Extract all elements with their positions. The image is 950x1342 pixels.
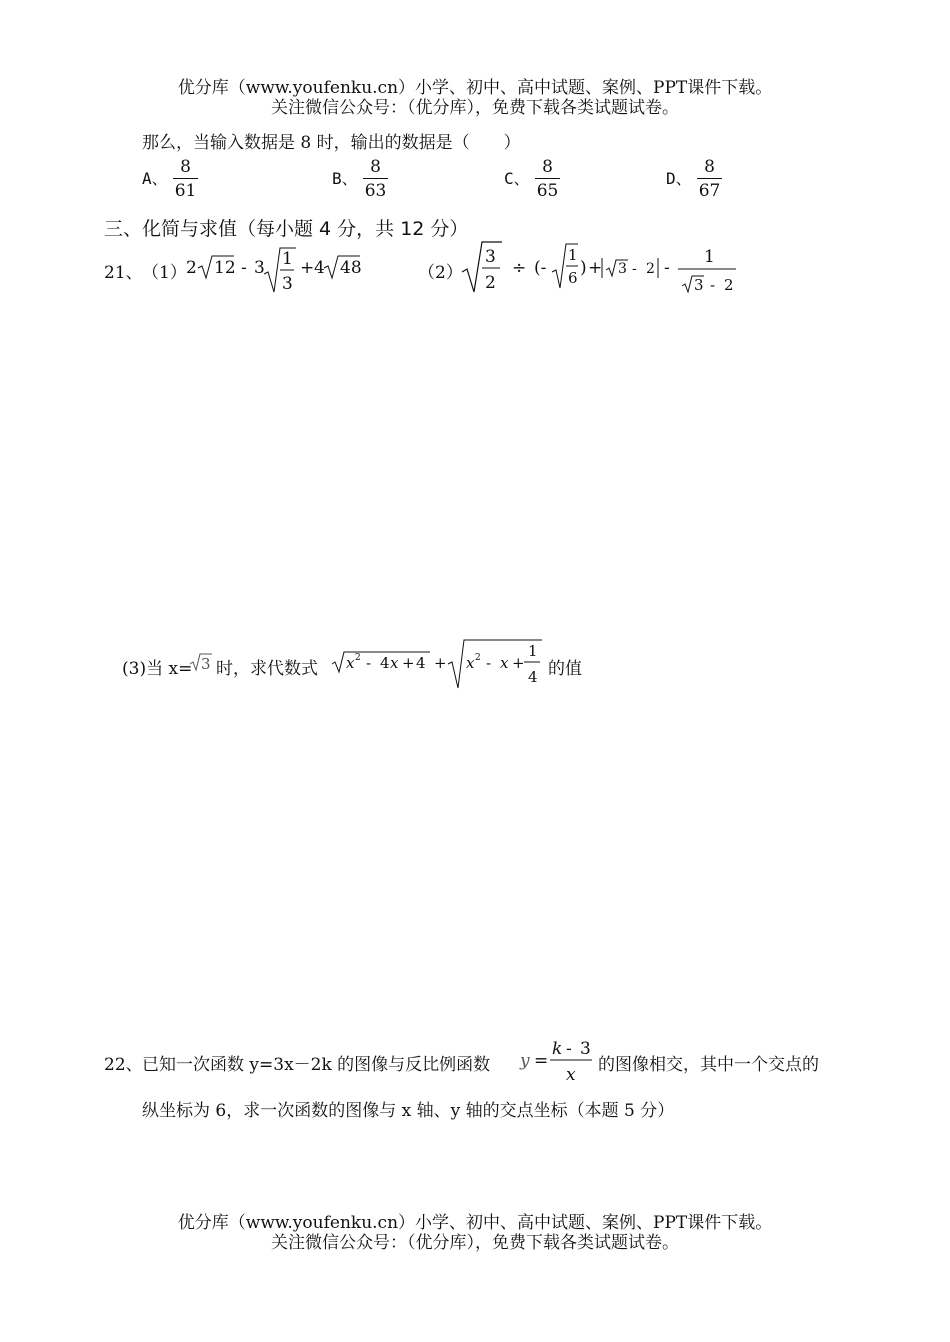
svg-text:3: 3	[201, 655, 211, 673]
svg-text:1: 1	[704, 247, 715, 267]
option-c	[504, 156, 560, 203]
formula-22	[518, 1036, 596, 1088]
svg-text:3: 3	[485, 247, 496, 267]
svg-text:+: +	[512, 654, 525, 672]
svg-text:2: 2	[355, 653, 361, 663]
option-b-denominator: 63	[363, 178, 389, 203]
svg-text:12: 12	[214, 258, 236, 278]
svg-text:2: 2	[475, 653, 481, 663]
svg-text:x: x	[390, 654, 399, 672]
svg-text:1: 1	[528, 642, 538, 660]
option-a-numerator: 8	[180, 157, 191, 177]
footer-line-2: 关注微信公众号：（优分库），免费下载各类试题试卷。	[271, 1233, 679, 1253]
formula-21-2	[460, 238, 750, 300]
option-b	[332, 156, 388, 203]
svg-text:): )	[580, 258, 587, 278]
option-d	[666, 156, 722, 203]
svg-text:-: -	[486, 654, 492, 672]
question-22-line1-a: 已知一次函数 y=3x－2k 的图像与反比例函数	[142, 1055, 491, 1075]
option-d-label: D、	[666, 169, 692, 188]
svg-text:2: 2	[485, 273, 496, 293]
formula-21-1	[186, 244, 366, 296]
svg-text:-: -	[566, 1039, 572, 1059]
question-21-part1-label: （1）	[142, 263, 187, 283]
svg-text:+: +	[402, 654, 415, 672]
formula-21-3	[330, 636, 546, 692]
question-21-part3-suffix: 的值	[548, 659, 582, 679]
question-21-part3-prefix: (3)当 x=	[122, 659, 193, 679]
svg-text:3: 3	[694, 276, 704, 294]
section-3-title: 三、化简与求值（每小题 4 分，共 12 分）	[104, 218, 469, 240]
svg-text:3: 3	[254, 258, 265, 278]
svg-text:x: x	[566, 1065, 576, 1085]
svg-text:÷: ÷	[512, 258, 527, 278]
svg-text:+: +	[588, 258, 603, 278]
svg-text:+: +	[434, 654, 447, 672]
question-21-part3-mid: 时，求代数式	[216, 659, 318, 679]
svg-text:y: y	[520, 1051, 530, 1071]
option-d-numerator: 8	[704, 157, 715, 177]
svg-text:=: =	[534, 1051, 549, 1071]
svg-text:48: 48	[340, 258, 362, 278]
question-21-part2-label: （2）	[418, 263, 463, 283]
option-b-label: B、	[332, 169, 358, 188]
header-line-1: 优分库（www.youfenku.cn）小学、初中、高中试题、案例、PPT课件下载。	[177, 78, 773, 98]
svg-text:x: x	[346, 654, 355, 672]
svg-text:3: 3	[618, 261, 627, 277]
svg-text:x: x	[466, 654, 475, 672]
svg-text:4: 4	[314, 258, 325, 278]
svg-text:x: x	[500, 654, 509, 672]
svg-text:1: 1	[282, 249, 293, 269]
svg-text:6: 6	[568, 269, 578, 287]
question-22-line1-b: 的图像相交，其中一个交点的	[598, 1055, 819, 1075]
option-c-denominator: 65	[535, 178, 561, 203]
svg-text:4: 4	[416, 654, 426, 672]
svg-text:-: -	[366, 654, 372, 672]
svg-text:-: -	[241, 258, 247, 278]
svg-text:2: 2	[724, 276, 734, 294]
svg-text:4: 4	[528, 668, 538, 686]
question-21-number: 21、	[104, 263, 143, 283]
svg-text:3: 3	[282, 274, 293, 294]
svg-text:4: 4	[380, 654, 390, 672]
option-c-label: C、	[504, 169, 530, 188]
svg-text:2: 2	[646, 261, 655, 277]
option-a-denominator: 61	[173, 178, 199, 203]
option-a	[142, 156, 198, 203]
formula-sqrt3	[188, 648, 214, 676]
svg-text:-: -	[710, 276, 716, 294]
svg-text:1: 1	[568, 246, 578, 264]
header-line-2: 关注微信公众号：（优分库），免费下载各类试题试卷。	[271, 98, 679, 118]
option-d-denominator: 67	[697, 178, 723, 203]
svg-text:3: 3	[580, 1039, 591, 1059]
question-22-number: 22、	[104, 1055, 143, 1075]
svg-text:(-: (-	[534, 258, 547, 278]
svg-text:-: -	[632, 261, 637, 277]
svg-text:+: +	[300, 258, 315, 278]
svg-text:2: 2	[186, 258, 197, 278]
svg-text:k: k	[552, 1039, 563, 1059]
question-20-stem: 那么，当输入数据是 8 时，输出的数据是（ ）	[142, 133, 521, 153]
svg-text:-: -	[664, 258, 670, 278]
option-b-numerator: 8	[370, 157, 381, 177]
question-22-line2: 纵坐标为 6，求一次函数的图像与 x 轴、y 轴的交点坐标（本题 5 分）	[142, 1101, 675, 1121]
footer-line-1: 优分库（www.youfenku.cn）小学、初中、高中试题、案例、PPT课件下载。	[177, 1213, 773, 1233]
option-c-numerator: 8	[542, 157, 553, 177]
option-a-label: A、	[142, 169, 168, 188]
